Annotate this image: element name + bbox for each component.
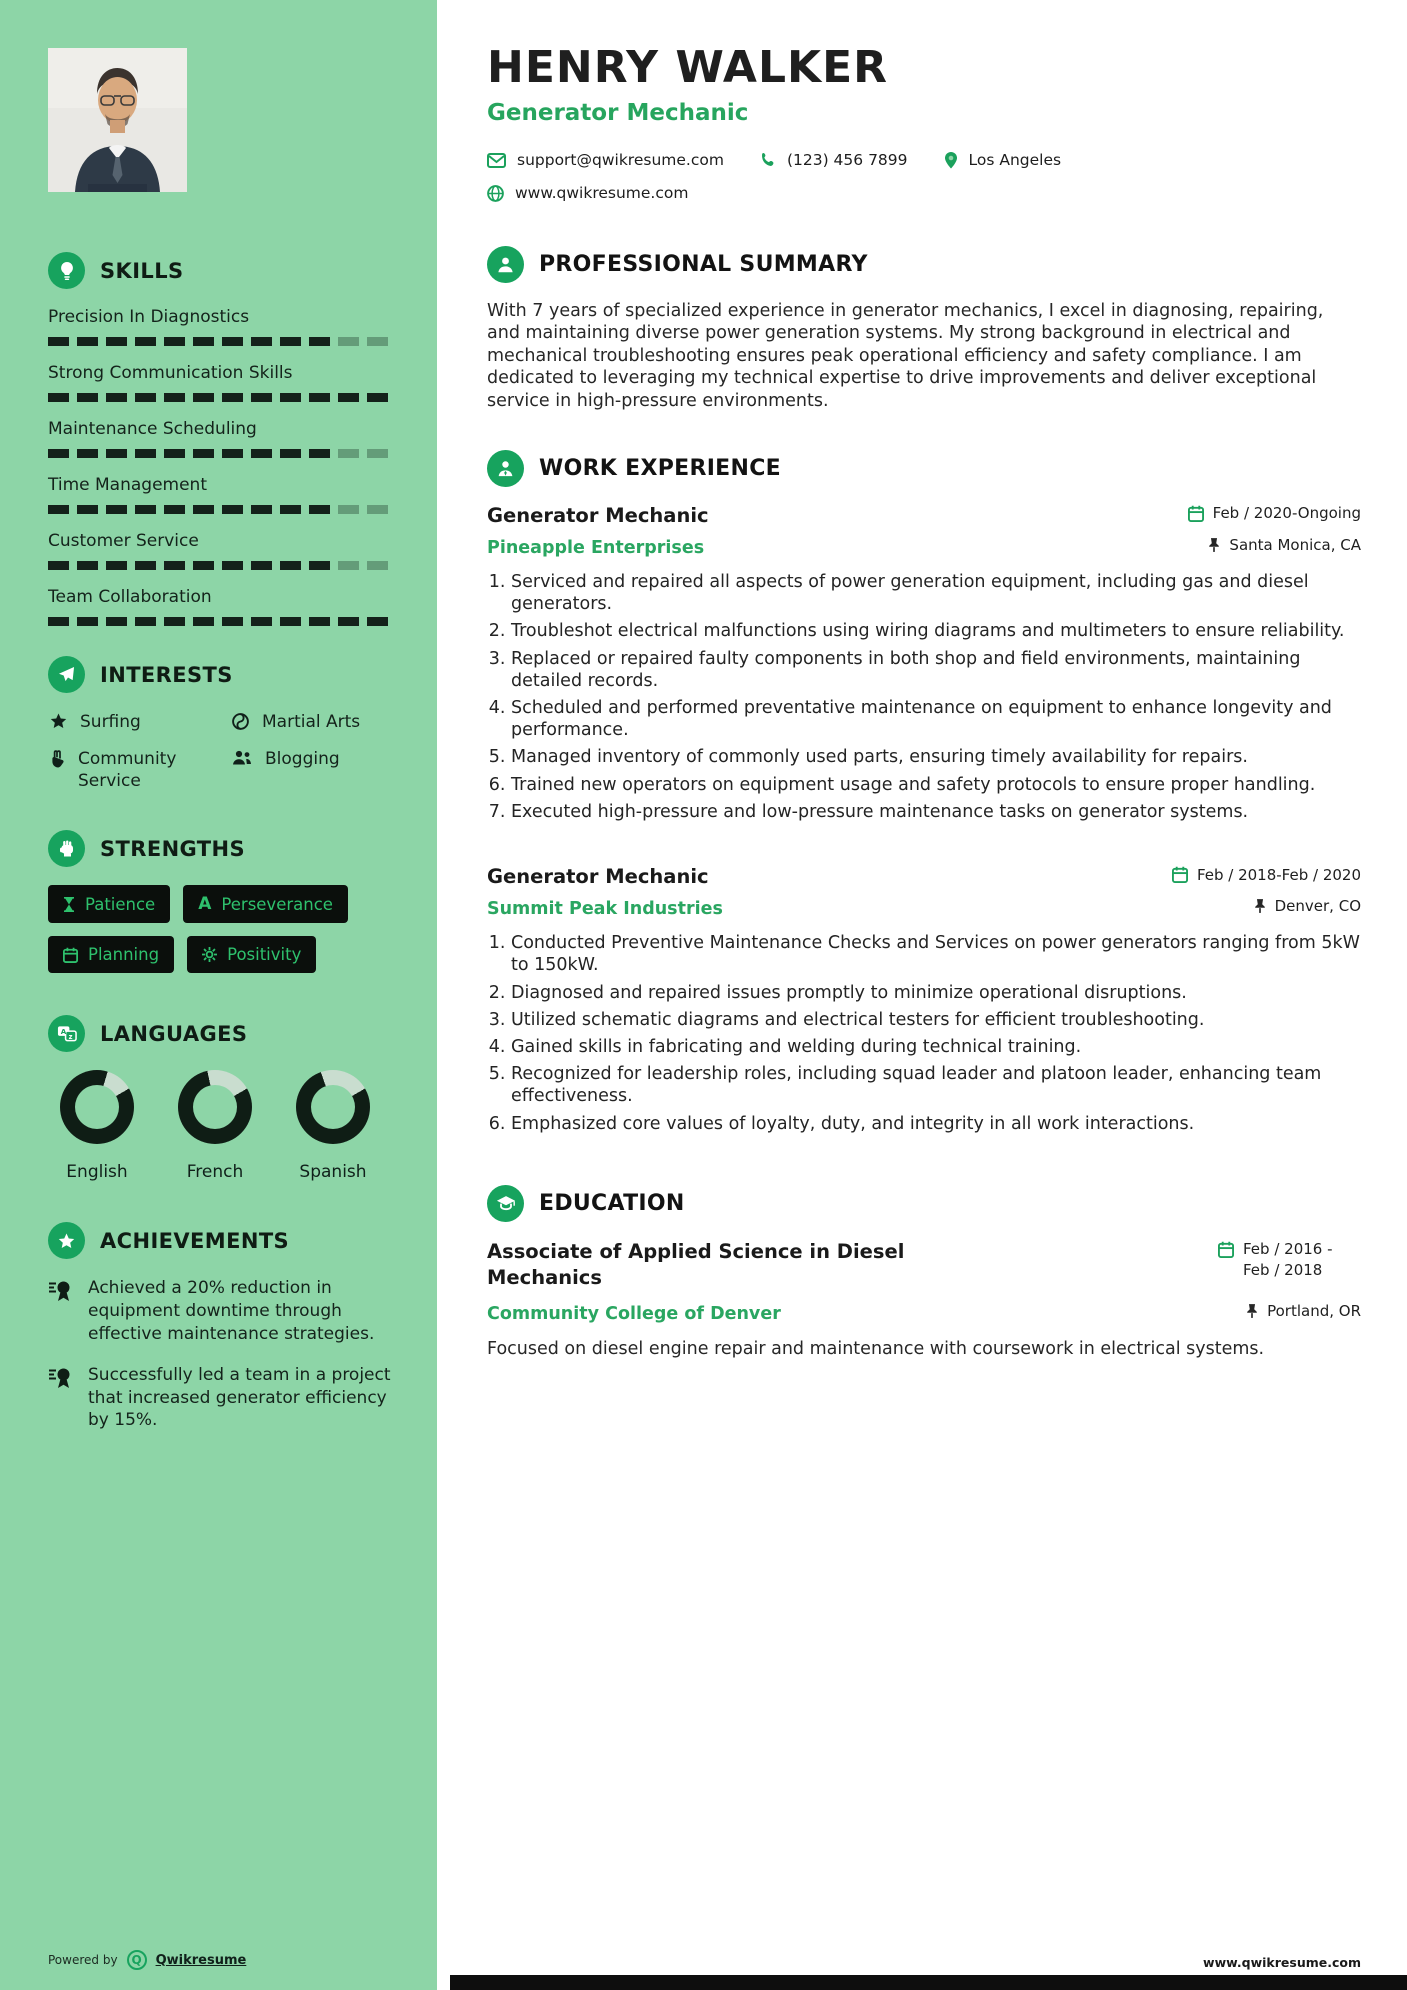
education-text: Focused on diesel engine repair and maintenance with coursework in electrical systems. [487, 1338, 1265, 1359]
skill-item: Time Management [48, 475, 395, 514]
degree-title: Associate of Applied Science in Diesel Mechanics [487, 1239, 905, 1290]
email-item [487, 151, 724, 169]
achievement-item: Successfully led a team in a project that increased generator efficiency by 15%. [48, 1364, 393, 1432]
skill-level-bar [48, 617, 393, 626]
company-name: Summit Peak Industries [487, 899, 723, 920]
strength-pill: Positivity [187, 936, 316, 973]
medal-icon [48, 1367, 73, 1432]
skill-level-bar [48, 449, 393, 458]
calendar-icon [63, 947, 78, 963]
paper-plane-icon [48, 656, 85, 693]
lightbulb-icon [48, 252, 85, 289]
calendar-icon [1188, 505, 1204, 522]
job-entry [487, 504, 1361, 823]
globe-icon [232, 713, 249, 730]
job-entry [487, 865, 1361, 1135]
interest-item: Blogging [232, 748, 395, 792]
interest-item: Community Service [50, 748, 200, 792]
skill-item: Customer Service [48, 531, 395, 570]
languages-section [48, 1015, 395, 1182]
gear-icon [202, 947, 217, 962]
job-location: Santa Monica, CA [1208, 536, 1361, 554]
job-location: Denver, CO [1254, 897, 1361, 915]
main-content [437, 0, 1407, 1990]
language-icon [48, 1015, 85, 1052]
website-item [487, 184, 688, 202]
job-bullet: 4. Scheduled and performed preventative maintenance on equipment to enhance longevity and performance. [511, 697, 1361, 741]
achievements-section [48, 1222, 395, 1432]
star-icon [50, 713, 67, 729]
users-icon [232, 750, 252, 765]
job-bullet: 6. Emphasized core values of loyalty, duty, and integrity in all work interactions. [511, 1113, 1361, 1135]
interest-item: Martial Arts [232, 711, 395, 733]
candidate-title: Generator Mechanic [487, 100, 749, 126]
job-title: Generator Mechanic [487, 865, 709, 889]
job-dates: Feb / 2018-Feb / 2020 [1172, 866, 1361, 884]
mail-icon [487, 153, 506, 168]
job-bullet: 3. Utilized schematic diagrams and electrical testers for efficient troubleshooting. [511, 1009, 1361, 1031]
skill-item: Maintenance Scheduling [48, 419, 395, 458]
letter-a-icon: A [198, 894, 212, 915]
candidate-name: HENRY WALKER [487, 42, 889, 93]
company-name: Pineapple Enterprises [487, 537, 705, 558]
experience-section [487, 450, 1361, 1135]
profile-photo [48, 48, 187, 192]
interests-section [48, 656, 395, 792]
language-item: Spanish [296, 1070, 370, 1182]
strength-pill: Planning [48, 936, 174, 973]
bottom-bar [450, 1975, 1407, 1990]
pushpin-icon [1246, 1303, 1258, 1319]
skills-heading: SKILLS [100, 258, 184, 283]
skill-item: Team Collaboration [48, 587, 395, 626]
school-name: Community College of Denver [487, 1303, 781, 1324]
job-bullet: 7. Executed high-pressure and low-pressure maintenance tasks on generator systems. [511, 801, 1361, 823]
job-bullet: 5. Recognized for leadership roles, including squad leader and platoon leader, enhancing team effectiveness. [511, 1063, 1361, 1107]
hourglass-icon [63, 897, 75, 912]
job-bullet: 5. Managed inventory of commonly used parts, ensuring timely availability for repairs. [511, 746, 1361, 768]
website-row [487, 184, 1361, 202]
strengths-section [48, 830, 395, 973]
fist-icon [48, 830, 85, 867]
pushpin-icon [1208, 537, 1220, 553]
powered-by: Powered by Q Qwikresume [48, 1950, 246, 1970]
job-bullet: 2. Diagnosed and repaired issues promptly to minimize operational disruptions. [511, 982, 1361, 1004]
job-bullet: 1. Conducted Preventive Maintenance Checks and Services on power generators ranging from 5kW to 150kW. [511, 932, 1361, 976]
calendar-icon [1218, 1241, 1234, 1258]
calendar-icon [1172, 866, 1188, 883]
languages-heading: LANGUAGES [100, 1021, 248, 1046]
achievements-heading: ACHIEVEMENTS [100, 1228, 290, 1253]
svg-text:A: A [60, 1027, 66, 1037]
skills-section [48, 252, 395, 626]
education-location: Portland, OR [1246, 1302, 1361, 1320]
job-bullet: 2. Troubleshot electrical malfunctions using wiring diagrams and multimeters to ensure reliability. [511, 620, 1361, 642]
strengths-heading: STRENGTHS [100, 836, 246, 861]
location-item [944, 151, 1062, 169]
achievement-item: Achieved a 20% reduction in equipment downtime through effective maintenance strategies. [48, 1277, 393, 1345]
job-bullets [487, 932, 1361, 1135]
summary-section [487, 246, 1361, 412]
summary-heading: PROFESSIONAL SUMMARY [539, 252, 868, 277]
language-item: French [178, 1070, 252, 1182]
qwikresume-logo-icon: Q [127, 1950, 147, 1970]
skill-item: Precision In Diagnostics [48, 307, 395, 346]
phone-item [760, 151, 908, 169]
worker-icon [487, 450, 524, 487]
language-item: English [60, 1070, 134, 1182]
graduation-icon [487, 1185, 524, 1222]
job-bullets [487, 571, 1361, 823]
skill-level-bar [48, 393, 393, 402]
language-donut-chart [296, 1070, 370, 1144]
phone-icon [760, 152, 776, 168]
experience-heading: WORK EXPERIENCE [539, 455, 781, 481]
summary-text: With 7 years of specialized experience in generator mechanics, I excel in diagnosing, repairing, and maintaining diverse power generation systems. My strong background in electrical and mechanical troubleshooting ensures peak operational efficiency and safety compliance. I am dedicated to leveraging my technical expertise to drive improvements and deliver exceptional service in high-pressure environments. [487, 301, 1324, 411]
qwikresume-link[interactable]: Qwikresume [155, 1952, 247, 1968]
email-link[interactable]: support@qwikresume.com [517, 151, 724, 169]
job-bullet: 3. Replaced or repaired faulty components in both shop and field environments, maintaining detailed records. [511, 648, 1361, 692]
education-heading: EDUCATION [539, 1190, 685, 1216]
job-bullet: 4. Gained skills in fabricating and welding during technical training. [511, 1036, 1361, 1058]
education-section [487, 1185, 1361, 1360]
medal-icon [48, 1280, 73, 1345]
phone-number: (123) 456 7899 [786, 151, 908, 169]
location-text: Los Angeles [968, 151, 1062, 169]
job-bullet: 1. Serviced and repaired all aspects of power generation equipment, including gas and diesel generators. [511, 571, 1361, 615]
strength-pill: Patience [48, 885, 170, 923]
skill-level-bar [48, 561, 393, 570]
map-pin-icon [944, 151, 958, 169]
globe-icon [487, 185, 504, 202]
skill-level-bar [48, 505, 393, 514]
hand-icon [50, 750, 65, 768]
interests-heading: INTERESTS [100, 662, 233, 687]
strength-pill: A Perseverance [183, 885, 348, 923]
user-icon [487, 246, 524, 283]
language-donut-chart [60, 1070, 134, 1144]
interest-item: Surfing [50, 711, 228, 733]
footer-url[interactable]: www.qwikresume.com [1203, 1955, 1361, 1970]
education-dates: Feb / 2016 - Feb / 2018 [1218, 1239, 1361, 1281]
job-bullet: 6. Trained new operators on equipment usage and safety protocols to ensure proper handling. [511, 774, 1361, 796]
job-title: Generator Mechanic [487, 503, 709, 527]
website-link[interactable]: www.qwikresume.com [515, 184, 689, 202]
skill-item: Strong Communication Skills [48, 363, 395, 402]
contact-row [487, 151, 1361, 169]
skill-level-bar [48, 337, 393, 346]
medal-star-icon [48, 1222, 85, 1259]
svg-text:z: z [68, 1033, 72, 1042]
job-dates: Feb / 2020-Ongoing [1188, 504, 1361, 522]
sidebar [0, 0, 437, 1990]
pushpin-icon [1254, 898, 1266, 914]
language-donut-chart [178, 1070, 252, 1144]
